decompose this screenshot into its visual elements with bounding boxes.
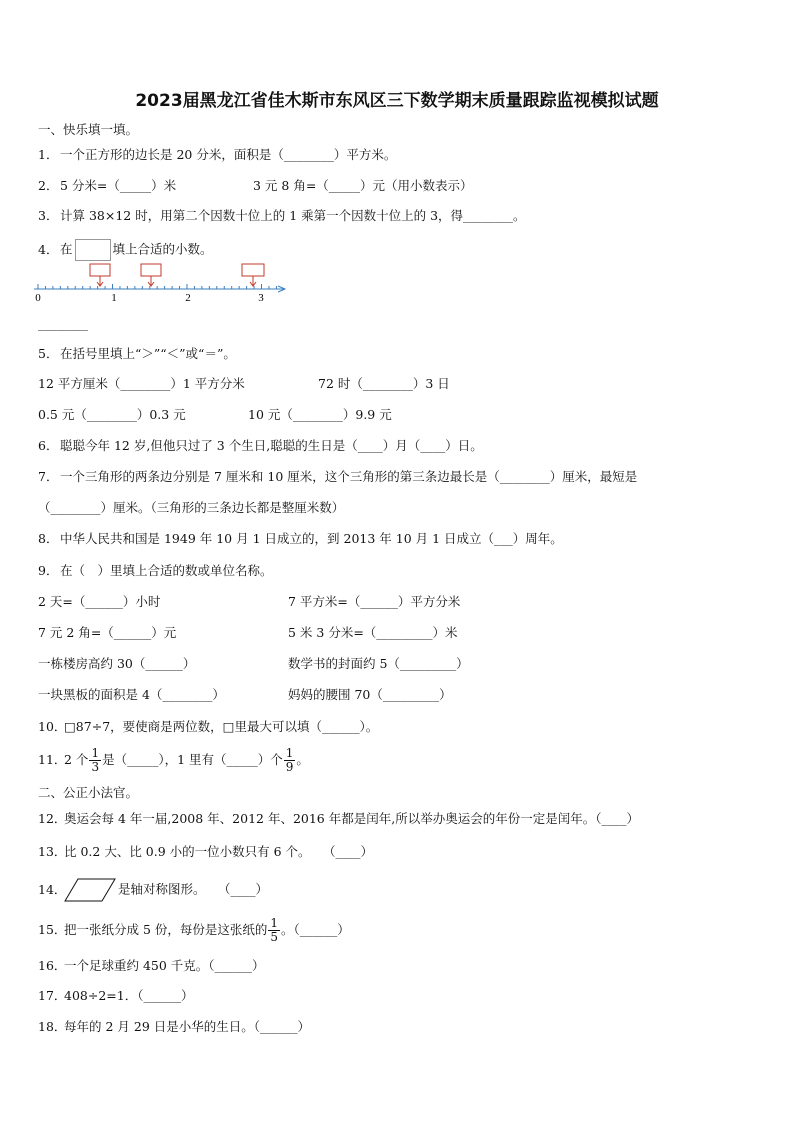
- question-text: □87÷7，要使商是两位数，□里最大可以填（______）。: [64, 719, 379, 734]
- question-text: 一个正方形的边长是 20 分米，面积是（________）平方米。: [60, 147, 397, 162]
- axis: [34, 284, 285, 292]
- question-number: 5．: [38, 346, 59, 361]
- question-number: 17．: [38, 988, 67, 1003]
- question-number: 9．: [38, 563, 59, 578]
- question-13: [38, 843, 373, 861]
- question-5-row-2a: 0.5 元（________）0.3 元: [38, 407, 186, 422]
- tick-label: 0: [35, 292, 41, 304]
- marker-boxes: [90, 264, 264, 286]
- question-text: 。（______）: [281, 922, 350, 937]
- question-number: 8．: [38, 531, 59, 546]
- question-9-row-2a: 7 元 2 角=（______）元: [38, 625, 177, 640]
- question-number: 1．: [38, 147, 59, 162]
- tick-label: 1: [111, 292, 117, 304]
- question-text: 每年的 2 月 29 日是小华的生日。（______）: [64, 1019, 311, 1034]
- question-18: [38, 1018, 310, 1036]
- question-number: 7．: [38, 469, 59, 484]
- question-9-row-2b: 5 米 3 分米=（_________）米: [288, 625, 458, 640]
- question-1: [38, 146, 396, 164]
- number-line: [30, 258, 290, 308]
- question-text: 一个足球重约 450 千克。（______）: [64, 958, 265, 973]
- question-number: 2．: [38, 178, 59, 193]
- fraction: $\frac{1}{9}$: [285, 746, 294, 774]
- question-5: [38, 345, 236, 363]
- question-text: 中华人民共和国是 1949 年 10 月 1 日成立的，到 2013 年 10 月 1 日成立（___）周年。: [60, 531, 563, 546]
- question-number: 6．: [38, 438, 59, 453]
- question-number: 13．: [38, 844, 67, 859]
- question-9-row-4a: 一块黑板的面积是 4（________）: [38, 687, 225, 702]
- question-15: [38, 917, 350, 944]
- fraction: $\frac{1}{3}$: [91, 746, 100, 774]
- question-number: 16．: [38, 958, 67, 973]
- question-number: 4．: [38, 241, 59, 257]
- question-3: [38, 207, 526, 225]
- question-text: 比 0.2 大、比 0.9 小的一位小数只有 6 个。 （____）: [64, 844, 374, 859]
- question-9: [38, 562, 273, 580]
- question-text: 408÷2=1．（______）: [64, 988, 194, 1003]
- question-6: [38, 437, 483, 455]
- question-text: 一个三角形的两条边分别是 7 厘米和 10 厘米，这个三角形的第三条边最长是（________）厘米，最短是: [60, 469, 638, 484]
- question-text: 在: [60, 241, 73, 257]
- question-5-row-2b: 10 元（________）9.9 元: [248, 407, 392, 422]
- question-number: 10．: [38, 719, 67, 734]
- question-14: [38, 878, 268, 902]
- question-text: 在（ ）里填上合适的数或单位名称。: [60, 563, 273, 578]
- question-17: [38, 987, 193, 1005]
- question-2-part-b: [253, 177, 473, 195]
- question-number: 18．: [38, 1019, 67, 1034]
- question-8: [38, 530, 563, 548]
- question-text: 。: [296, 752, 309, 767]
- tick-label: 3: [258, 292, 264, 304]
- question-9-row-1b: 7 平方米=（______）平方分米: [288, 594, 461, 609]
- question-16: [38, 957, 265, 975]
- question-5-row-1a: 12 平方厘米（________）1 平方分米: [38, 376, 245, 391]
- fraction: $\frac{1}{5}$: [270, 916, 279, 944]
- question-text: 在括号里填上“＞”“＜”或“＝”。: [60, 346, 236, 361]
- question-5-row-1b: 72 时（________）3 日: [318, 376, 450, 391]
- question-text: 3 元 8 角=（_____）元（用小数表示）: [253, 178, 473, 193]
- question-number: 12．: [38, 811, 67, 826]
- question-2: [38, 177, 176, 195]
- section-heading: 二、公正小法官。: [38, 785, 139, 800]
- question-9-row-1a: 2 天=（______）小时: [38, 594, 161, 609]
- parallelogram-icon: [64, 878, 116, 902]
- question-10: [38, 718, 378, 736]
- question-text: 填上合适的小数。: [112, 241, 213, 257]
- question-number: 11．: [38, 752, 67, 767]
- question-text: 把一张纸分成 5 份，每份是这张纸的: [64, 922, 268, 937]
- section-heading: 一、快乐填一填。: [38, 122, 139, 137]
- question-text: 是轴对称图形。 （____）: [118, 881, 269, 897]
- question-number: 15．: [38, 922, 67, 937]
- question-text: 5 分米=（_____）米: [60, 178, 177, 193]
- question-text: 计算 38×12 时，用第二个因数十位上的 1 乘第一个因数十位上的 3，得________。: [60, 208, 526, 223]
- question-text: 聪聪今年 12 岁,但他只过了 3 个生日,聪聪的生日是（____）月（____）日。: [60, 438, 483, 453]
- question-text: 是（_____），1 里有（_____）个: [102, 752, 283, 767]
- question-9-row-3a: 一栋楼房高约 30（______）: [38, 656, 196, 671]
- question-7-continued: （________）厘米。（三角形的三条边长都是整厘米数）: [38, 500, 345, 515]
- question-number: 3．: [38, 208, 59, 223]
- question-9-row-4b: 妈妈的腰围 70（_________）: [288, 687, 452, 702]
- question-text: 奥运会每 4 年一届,2008 年、2012 年、2016 年都是闰年,所以举办奥运会的年份一定是闰年。（____）: [64, 811, 639, 826]
- question-9-row-3b: 数学书的封面约 5（_________）: [288, 656, 469, 671]
- question-11: [38, 747, 309, 774]
- tick-label: 2: [185, 292, 191, 304]
- question-12: [38, 810, 639, 828]
- page-title: 2023届黑龙江省佳木斯市东风区三下数学期末质量跟踪监视模拟试题: [135, 91, 659, 111]
- answer-line: ________: [38, 316, 88, 331]
- question-number: 14．: [38, 881, 67, 897]
- question-text: 2 个: [64, 752, 89, 767]
- question-7: [38, 468, 637, 486]
